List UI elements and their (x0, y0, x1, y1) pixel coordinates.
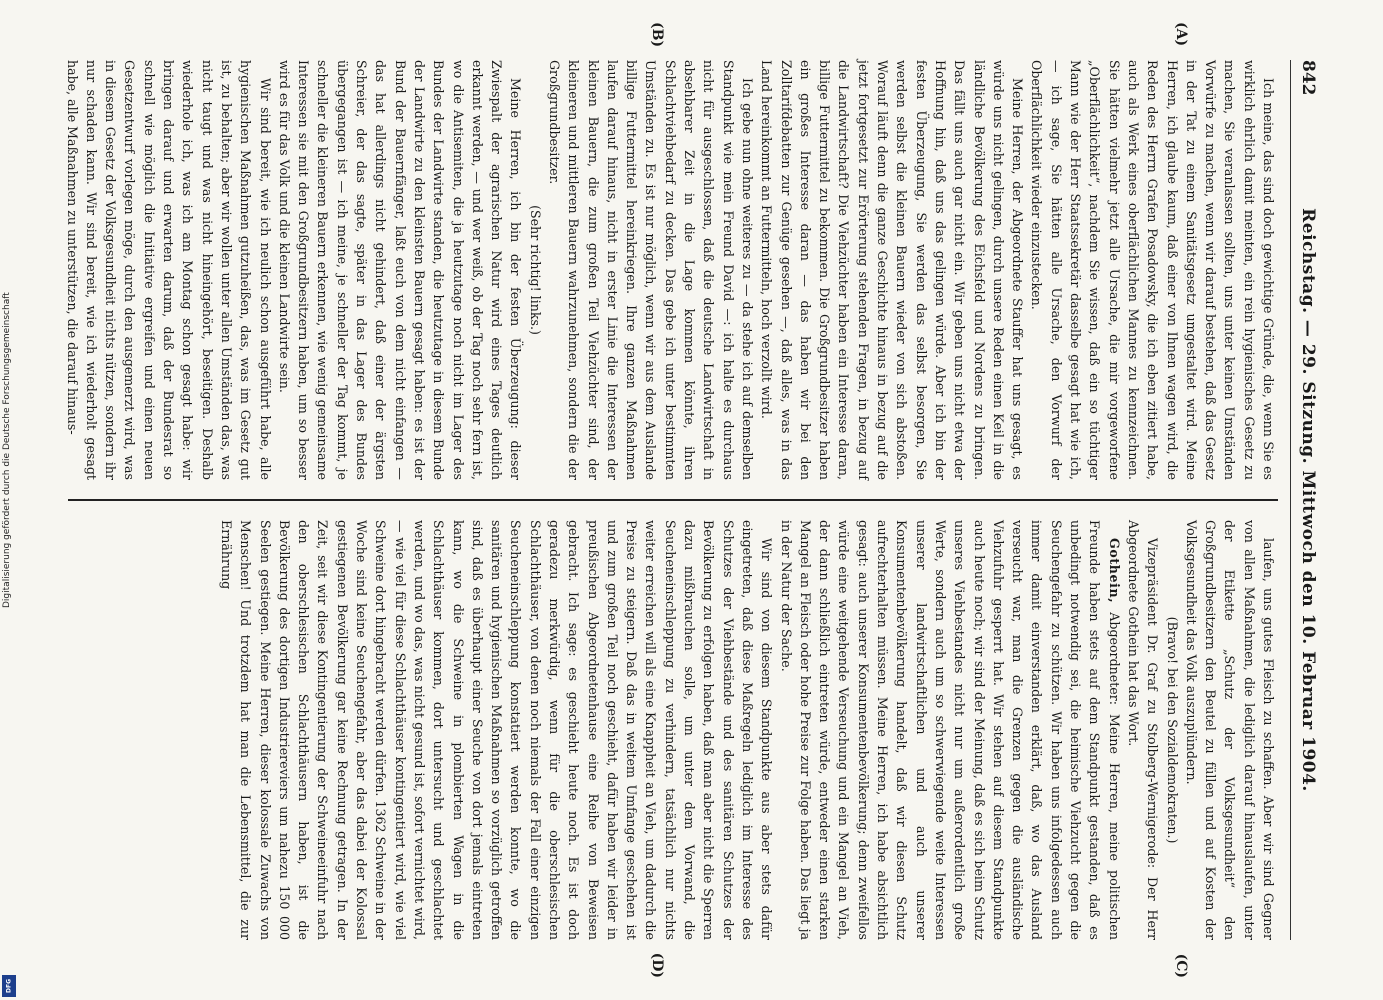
paragraph: Wir sind bereit, wie ich neulich schon ausgeführt habe, alle hygienischen Maßnahmen gutzuheißen, das, was im Gesetz gut ist, zu behalten; aber wir wollen unter allen Umständen das, was nicht taugt und was nicht hineingehört, beseitigen. Deshalb wiederhole ich, was ich am Montag schon gesagt habe: wir bringen darauf und erwarten darum, daß der Bundesrat so schnell wie möglich die Initiative ergreifen und einen neuen Gesetzentwurf vorlegen möge, durch den ausgemerzt wird, was in diesem Gesetz der Volksgesundheit nichts nützen, sondern ihr nur schaden kann. Wir sind bereit, wie ich wiederholt gesagt habe, alle Maßnahmen zu unterstützen, die darauf hinaus- (64, 60, 273, 480)
paragraph: laufen, uns gutes Fleisch zu schaffen. Aber wir sind Gegner von allen Maßnahmen, die lediglich darauf hinauslaufen, unter der Etikette „Schutz der Volksgesundheit“ den Großgrundbesitzern den Beutel zu füllen und auf Kosten der Volksgesundheit das Volk auszuplündern. (1183, 520, 1276, 940)
right-column (68, 520, 1278, 978)
president-line: Vizepräsident Dr. Graf zu Stolberg-Wernigerode: Der Herr Abgeordnete Gothein hat das Wort. (1125, 520, 1161, 940)
margin-mark-a: (A) (1173, 22, 1189, 47)
paragraph: Ich meine, das sind doch gewichtige Gründe, die, wenn Sie es wirklich ehrlich damit meinten, ein rein hygienisches Gesetz zu machen, Sie veranlassen sollten, uns unter keinen Umständen Vorwürfe zu machen, wenn wir darauf bestehen, daß das Gesetz in der Tat zu einem Sanitätsgesetz umgestaltet wird. Meine Herren, ich glaube kaum, daß einer von Ihnen wagen wird, die Reden des Herrn Grafen Posadowsky, die ich eben zitiert habe, auch als Werk eines oberflächlichen Mannes zu kennzeichnen. Sie hätten vielmehr jetzt alle Ursache, die mir vorgeworfene „Oberflächlichkeit“, nachdem Sie wissen, daß ein so tüchtiger Mann wie der Herr Staatssekretär dasselbe gesagt hat wie ich, — ich sage, Sie hätten alle Ursache, den Vorwurf der Oberflächlichkeit wieder einzustecken. (1029, 60, 1276, 480)
page-number: 842 (1298, 60, 1318, 96)
paragraph: Ich gebe nun ohne weiteres zu — da stehe ich auf demselben Standpunkt wie mein Freund David —: ich halte es durchaus nicht für ausgeschlossen, daß die deutsche Landwirtschaft in absehbarer Zeit in die Lage kommen könnte, ihren Schlachtviehbedarf zu decken. Das gebe ich unter bestimmten Umständen zu. Es ist nur möglich, wenn wir aus dem Auslande billige Futtermittel hereinkriegen. Ihre ganzen Maßnahmen laufen darauf hinaus, nicht in erster Linie die Interessen der kleinen Bauern, die zum großen Teil Viehzüchter sind, der kleineren und mittleren Bauern wahrzunehmen, sondern die der Großgrundbesitzer. (547, 60, 755, 480)
dfg-logo: DFG (2, 975, 16, 997)
right-column-body (68, 520, 1278, 940)
margin-mark-b: (B) (649, 22, 665, 48)
running-head: Reichstag. — 29. Sitzung. Mittwoch den 10. Februar 1904. (1298, 208, 1318, 792)
interjection: (Bravo! bei den Sozialdemokraten.) (1164, 616, 1180, 844)
page-header (1290, 60, 1325, 940)
speaker-text: Abgeordneter: Meine Herren, meine politischen Freunde haben stets auf dem Standpunkt gestanden, daß es unbedingt notwendig sei, die heimische Viehzucht gegen die Seuchengefahr zu schützen. Wir haben uns infolgedessen auch immer damit einverstanden erklärt, daß, wo das Ausland verseucht war, man die Grenzen gegen die ausländische Viehzufuhr gesperrt hat. Wir stehen auf diesem Standpunkte auch heute noch; wir sind der Meinung, daß es sich beim Schutz unseres Viehbestandes nicht nur um außerordentlich große Werte, sondern auch um so schwerwiegende weite Interessen unserer landwirtschaftlichen und auch unserer Konsumentenbevölkerung handelt, daß wir diesen Schutz aufrechterhalten müssen. Meine Herren, ich habe absichtlich gesagt: auch unserer Konsumentenbevölkerung; denn zweifellos würde eine weitgehende Verseuchung und ein Mangel an Vieh, der dann schließlich eintreten würde, entweder einen starken Mangel an Fleisch oder hohe Preise zur Folge haben. Das liegt ja in der Natur der Sache. (778, 520, 1122, 940)
digitization-note: Digitalisierung gefördert durch die Deutsche Forschungsgemeinschaft (2, 292, 12, 608)
left-column-body (64, 60, 1278, 480)
speaker-name: Gothein, (1106, 538, 1122, 604)
speaker-paragraph (776, 520, 1123, 940)
paragraph: Wir sind von diesem Standpunkte aus aber stets dafür eingetreten, daß diese Maßregeln lediglich im Interesse des Schutzes der Viehbestände und des sanitären Schutzes der Bevölkerung zu erfolgen haben, daß man aber nicht die Sperren dazu mißbrauchen solle, um unter dem Vorwand, die Seucheneinschleppung zu verhindern, tatsächlich nur nichts weiter erreichen will als eine Knappheit an Vieh, um dadurch die Preise zu steigern. Daß das in weitem Umfange geschehen ist und zum großen Teil noch geschieht, dafür haben wir leider in preußischen Abgeordnetenhause eine Reihe von Beweisen gebracht. Ich sage: es geschieht heute noch. Es ist doch geradezu merkwürdig, wenn für die oberschlesischen Schlachthäuser, von denen noch niemals der Fall einer einzigen Seucheneinschleppung konstatiert werden konnte, wo die sanitären und hygienischen Maßnahmen so vorzüglich getroffen sind, daß es überhaupt einer Seuche von dort jemals eintreten kann, wo die Schweine in plombierten Wagen in die Schlachthäuser kommen, dort untersucht und geschlachtet werden, und wo das, was nicht gesund ist, sofort vernichtet wird, — wie viel für diese Schlachthäuser kontingentiert wird, wie viel Schweine dort hingebracht werden dürfen. 1362 Schweine in der Woche sind keine Seuchengefahr, aber das dabei der Kolossal gestiegenen Bevölkerung gar keine Rechnung getragen. In der Zeit, seit wir diese Kontingentierung der Schweineeinfuhr nach den oberschlesischen Schlachthäusern haben, ist die Bevölkerung des dortigen Industriereviers um nahezu 150 000 Seelen gestiegen. Meine Herren, dieser kolossale Zuwachs von Menschen! Und trotzdem hat man die Lebensmittel, die zur Ernährung (218, 520, 775, 940)
left-column (64, 22, 1278, 480)
margin-mark-c: (C) (1173, 953, 1189, 978)
interjection: (Sehr richtig! links.) (527, 205, 543, 335)
paragraph: Meine Herren, der Abgeordnete Stauffer hat uns gesagt, es würde uns nicht gelingen, durch unsere Reden einen Keil in die ländliche Bevölkerung des Eichsfeld und Nordens zu bringen. Das fällt uns auch gar nicht ein. Wir geben uns nicht etwa der Hoffnung hin, daß uns das gelingen würde. Aber ich bin der festen Überzeugung, Sie werden das selbst besorgen, Sie werden selbst die kleinen Bauern wieder von sich abstoßen. Worauf läuft denn die ganze Geschichte hinaus in bezug auf die jetzt fortgesetzt zur Erörterung stehenden Fragen, in bezug auf die Landwirtschaft? Die Viehzüchter haben ein Interesse daran, billige Futtermittel zu bekommen. Die Großgrundbesitzer haben ein großes Interesse daran — das haben wir bei den Zolltarifdebatten zur Genüge gesehen —, daß alles, was in das Land hereinkommt an Futtermitteln, hoch verzollt wird. (759, 60, 1026, 480)
column-divider (68, 499, 1278, 501)
margin-mark-d: (D) (649, 952, 665, 978)
paragraph: Meine Herren, ich bin der festen Überzeugung: dieser Zwiespalt der agrarischen Natur wird eines Tages deutlich erkannt werden, — und wer weiß, ob der Tag noch sehr fern ist, wo die Antisemiten, die ja heutzutage noch nicht im Lager des Bundes der Landwirte standen, die heutzutage in diesem Bunde der Landwirte zu den kleinsten Bauern gesagt haben: es ist der Bund der Bauernfänger, laßt euch von dem nicht einfangen — das hat allerdings nicht gehindert, daß einer der ärgsten Schreier, der das sagte, später in das Lager des Bundes übergegangen ist — ich meine, je schneller der Tag kommt, je schneller die kleineren Bauern erkennen, wie wenig gemeinsame Interessen sie mit den Großgrundbesitzern haben, um so besser wird es für das Volk und die kleinen Landwirte sein. (276, 60, 524, 480)
text-columns (64, 22, 1278, 978)
